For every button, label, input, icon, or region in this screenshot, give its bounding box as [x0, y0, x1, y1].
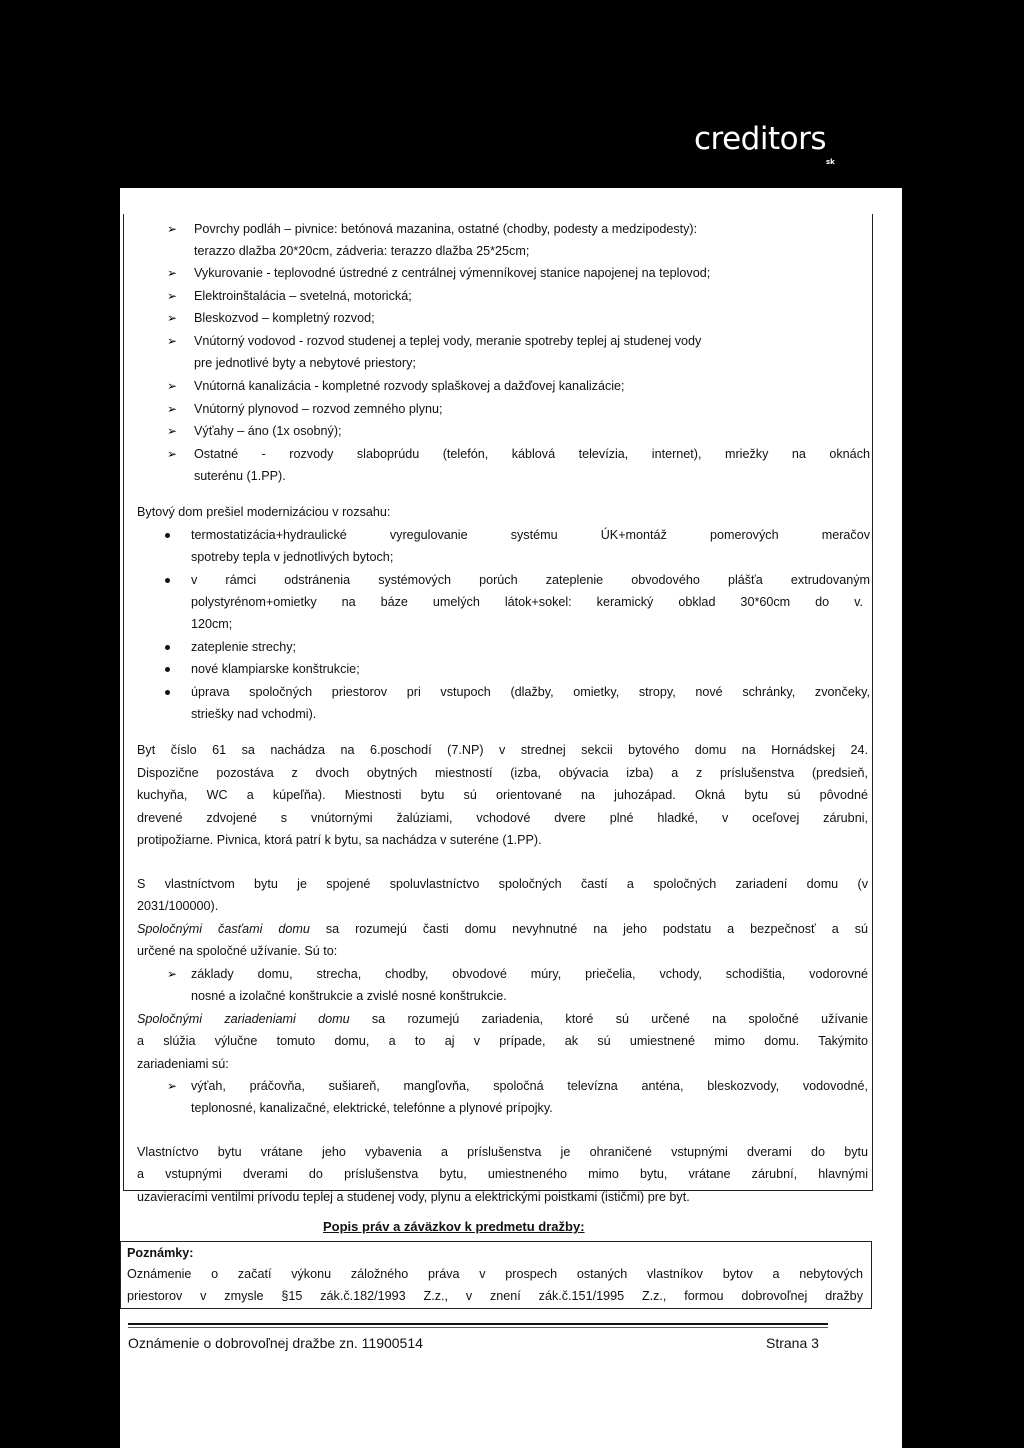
- common-facilities-term: Spoločnými zariadeniami domu: [137, 1012, 350, 1026]
- list-item-line: spotreby tepla v jednotlivých bytoch;: [191, 550, 394, 564]
- paragraph-line: Vlastníctvo bytu vrátane jeho vybavenia a príslušenstva je ohraničené vstupnými dverami do bytu: [137, 1145, 868, 1159]
- paragraph-line: [137, 1008, 868, 1031]
- arrow-bullet-icon: ➢: [167, 289, 178, 303]
- list-item-line: Vnútorný vodovod - rozvod studenej a teplej vody, meranie spotreby teplej aj studenej vody: [194, 334, 702, 348]
- list-item-line: polystyrénom+omietky na báze umelých látok+sokel: keramický obklad 30*60cm do v.: [191, 595, 863, 609]
- list-item-line: termostatizácia+hydraulické vyregulovanie systému ÚK+montáž pomerových meračov: [191, 528, 870, 542]
- rights-section-title: Popis práv a záväzkov k predmetu dražby:: [323, 1219, 585, 1234]
- paragraph-line: Byt číslo 61 sa nachádza na 6.poschodí (7.NP) v strednej sekcii bytového domu na Hornádskej 24.: [137, 743, 868, 757]
- arrow-bullet-icon: ➢: [167, 334, 178, 348]
- common-parts-term: Spoločnými časťami domu: [137, 922, 310, 936]
- footer-divider: [128, 1327, 828, 1328]
- footer-divider: [128, 1323, 828, 1325]
- arrow-bullet-icon: ➢: [167, 266, 178, 280]
- list-item-line: úprava spoločných priestorov pri vstupoch (dlažby, omietky, stropy, nové schránky, zvončeky,: [191, 685, 870, 699]
- list-item-line: Vnútorný plynovod – rozvod zemného plynu;: [194, 402, 443, 416]
- arrow-bullet-icon: ➢: [167, 447, 178, 461]
- list-item-line: základy domu, strecha, chodby, obvodové múry, priečelia, vchody, schodištia, vodorovné: [191, 967, 868, 981]
- list-item-line: pre jednotlivé byty a nebytové priestory;: [194, 356, 416, 370]
- list-item-line: výťah, práčovňa, sušiareň, mangľovňa, spoločná televízna anténa, bleskozvody, vodovodné,: [191, 1079, 868, 1093]
- arrow-bullet-icon: ➢: [167, 222, 178, 236]
- paragraph-line: 2031/100000).: [137, 899, 219, 913]
- paragraph-line: protipožiarne. Pivnica, ktorá patrí k bytu, sa nachádza v suteréne (1.PP).: [137, 833, 542, 847]
- list-item-line: suterénu (1.PP).: [194, 469, 286, 483]
- notes-line: Oznámenie o začatí výkonu záložného práva v prospech ostaných vlastníkov bytov a nebytových: [127, 1267, 863, 1281]
- common-facilities-definition: sa rozumejú zariadenia, ktoré sú určené na spoločné užívanie: [349, 1012, 868, 1026]
- logo-suffix: sk: [826, 158, 835, 166]
- paragraph-line: [137, 918, 868, 941]
- bullet-dot-icon: [165, 667, 170, 672]
- bullet-dot-icon: [165, 533, 170, 538]
- document-page: [120, 188, 902, 1448]
- paragraph-line: S vlastníctvom bytu je spojené spoluvlastníctvo spoločných častí a spoločných zariadení domu (v: [137, 877, 868, 891]
- list-item-line: terazzo dlažba 20*20cm, zádveria: terazzo dlažba 25*25cm;: [194, 244, 530, 258]
- notes-heading: Poznámky:: [127, 1246, 194, 1260]
- common-parts-definition: sa rozumejú časti domu nevyhnutné na jeho podstatu a bezpečnosť a sú: [309, 922, 868, 936]
- list-item-line: nové klampiarske konštrukcie;: [191, 662, 360, 676]
- list-item-line: Bleskozvod – kompletný rozvod;: [194, 311, 375, 325]
- notes-box: [120, 1241, 872, 1309]
- list-item-line: v rámci odstránenia systémových porúch zateplenie obvodového plášťa extrudovaným: [191, 573, 870, 587]
- paragraph-line: uzavieracími ventilmi prívodu teplej a studenej vody, plynu a elektrickými poistkami (ističmi) pre byt.: [137, 1190, 690, 1204]
- paragraph-line: kuchyňa, WC a kúpeľňa). Miestnosti bytu sú orientované na juhozápad. Okná bytu sú pôvodné: [137, 788, 868, 802]
- list-item-line: striešky nad vchodmi).: [191, 707, 317, 721]
- list-item-line: Výťahy – áno (1x osobný);: [194, 424, 342, 438]
- arrow-bullet-icon: ➢: [167, 379, 178, 393]
- bullet-dot-icon: [165, 645, 170, 650]
- arrow-bullet-icon: ➢: [167, 1079, 178, 1093]
- list-item-line: zateplenie strechy;: [191, 640, 297, 654]
- paragraph-line: zariadeniami sú:: [137, 1057, 229, 1071]
- bullet-dot-icon: [165, 690, 170, 695]
- logo-text: creditors: [694, 121, 826, 157]
- footer-page-number: Strana 3: [766, 1335, 819, 1351]
- arrow-bullet-icon: ➢: [167, 967, 178, 981]
- arrow-bullet-icon: ➢: [167, 311, 178, 325]
- bullet-dot-icon: [165, 578, 170, 583]
- list-item-line: Ostatné - rozvody slaboprúdu (telefón, káblová televízia, internet), mriežky na oknách: [194, 447, 870, 461]
- paragraph-line: drevené zdvojené s vnútornými žalúziami, vchodové dvere plné hladké, v oceľovej zárubni,: [137, 811, 868, 825]
- paragraph-line: a vstupnými dverami do príslušenstva bytu, umiestneného mimo bytu, vrátane zárubní, hlavnými: [137, 1167, 868, 1181]
- arrow-bullet-icon: ➢: [167, 424, 178, 438]
- list-item-line: Vnútorná kanalizácia - kompletné rozvody splaškovej a dažďovej kanalizácie;: [194, 379, 625, 393]
- list-item-line: Elektroinštalácia – svetelná, motorická;: [194, 289, 412, 303]
- list-item-line: teplonosné, kanalizačné, elektrické, telefónne a plynové prípojky.: [191, 1101, 553, 1115]
- list-item-line: Vykurovanie - teplovodné ústredné z centrálnej výmenníkovej stanice napojenej na teplovod;: [194, 266, 711, 280]
- paragraph-line: a slúžia výlučne tomuto domu, a to aj v prípade, ak sú umiestnené mimo domu. Takýmito: [137, 1034, 868, 1048]
- paragraph-line: určené na spoločné užívanie. Sú to:: [137, 944, 338, 958]
- list-item-line: nosné a izolačné konštrukcie a zvislé nosné konštrukcie.: [191, 989, 507, 1003]
- list-item-line: 120cm;: [191, 617, 233, 631]
- notes-line: priestorov v zmysle §15 zák.č.182/1993 Z.z., v znení zák.č.151/1995 Z.z., formou dobrovoľnej dražby: [127, 1289, 863, 1303]
- arrow-bullet-icon: ➢: [167, 402, 178, 416]
- list-item-line: Povrchy podláh – pivnice: betónová mazanina, ostatné (chodby, podesty a medzipodesty):: [194, 222, 698, 236]
- footer-document-ref: Oznámenie o dobrovoľnej dražbe zn. 11900514: [128, 1335, 423, 1351]
- paragraph-line: Dispozične pozostáva z dvoch obytných miestností (izba, obývacia izba) a z príslušenstva (predsieň,: [137, 766, 868, 780]
- modernization-intro: Bytový dom prešiel modernizáciou v rozsahu:: [137, 505, 391, 519]
